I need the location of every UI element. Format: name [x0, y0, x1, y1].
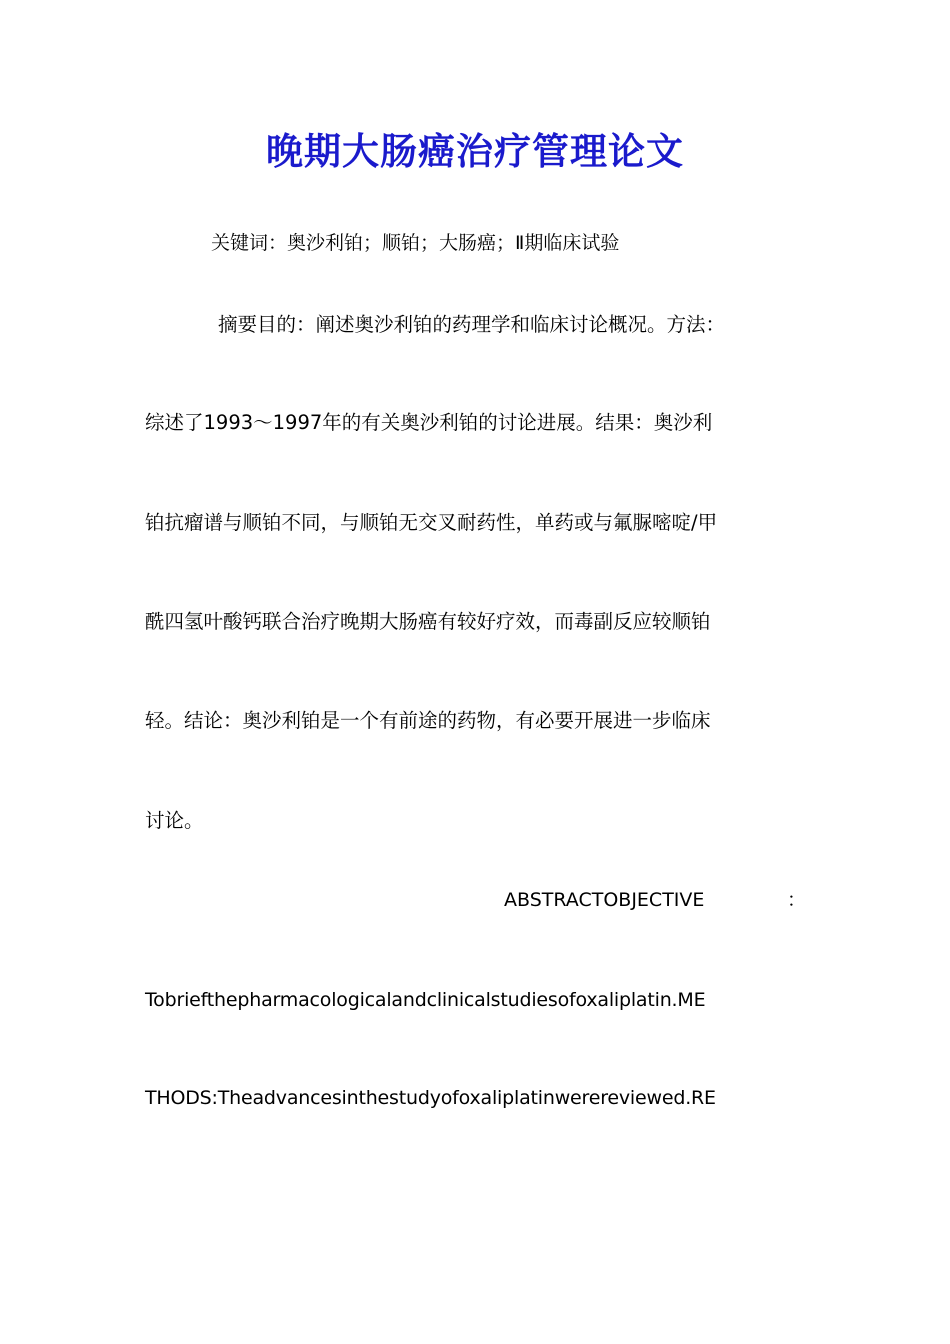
abstract-cn-line: 轻。结论：奥沙利铂是一个有前途的药物，有必要开展进一步临床: [145, 709, 711, 732]
abstract-en-line: THODS:Theadvancesinthestudyofoxaliplatinwerereviewed.RE: [145, 1087, 716, 1109]
abstract-en-line: Tobriefthepharmacologicalandclinicalstudiesofoxaliplatin.ME: [145, 989, 706, 1011]
abstract-cn-line: 酰四氢叶酸钙联合治疗晚期大肠癌有较好疗效，而毒副反应较顺铂: [145, 610, 711, 633]
abstract-en-colon: ：: [787, 889, 807, 911]
document-title: 晚期大肠癌治疗管理论文: [266, 129, 684, 173]
abstract-en-heading: ABSTRACTOBJECTIVE: [504, 889, 705, 911]
abstract-cn-line: 讨论。: [145, 809, 204, 832]
abstract-cn-line: 摘要目的：阐述奥沙利铂的药理学和临床讨论概况。方法：: [218, 313, 726, 336]
abstract-cn-line: 综述了1993～1997年的有关奥沙利铂的讨论进展。结果：奥沙利: [145, 411, 713, 434]
keywords-line: 关键词：奥沙利铂；顺铂；大肠癌；Ⅱ期临床试验: [211, 232, 620, 254]
abstract-cn-line: 铂抗瘤谱与顺铂不同，与顺铂无交叉耐药性，单药或与氟脲嘧啶/甲: [145, 511, 718, 534]
